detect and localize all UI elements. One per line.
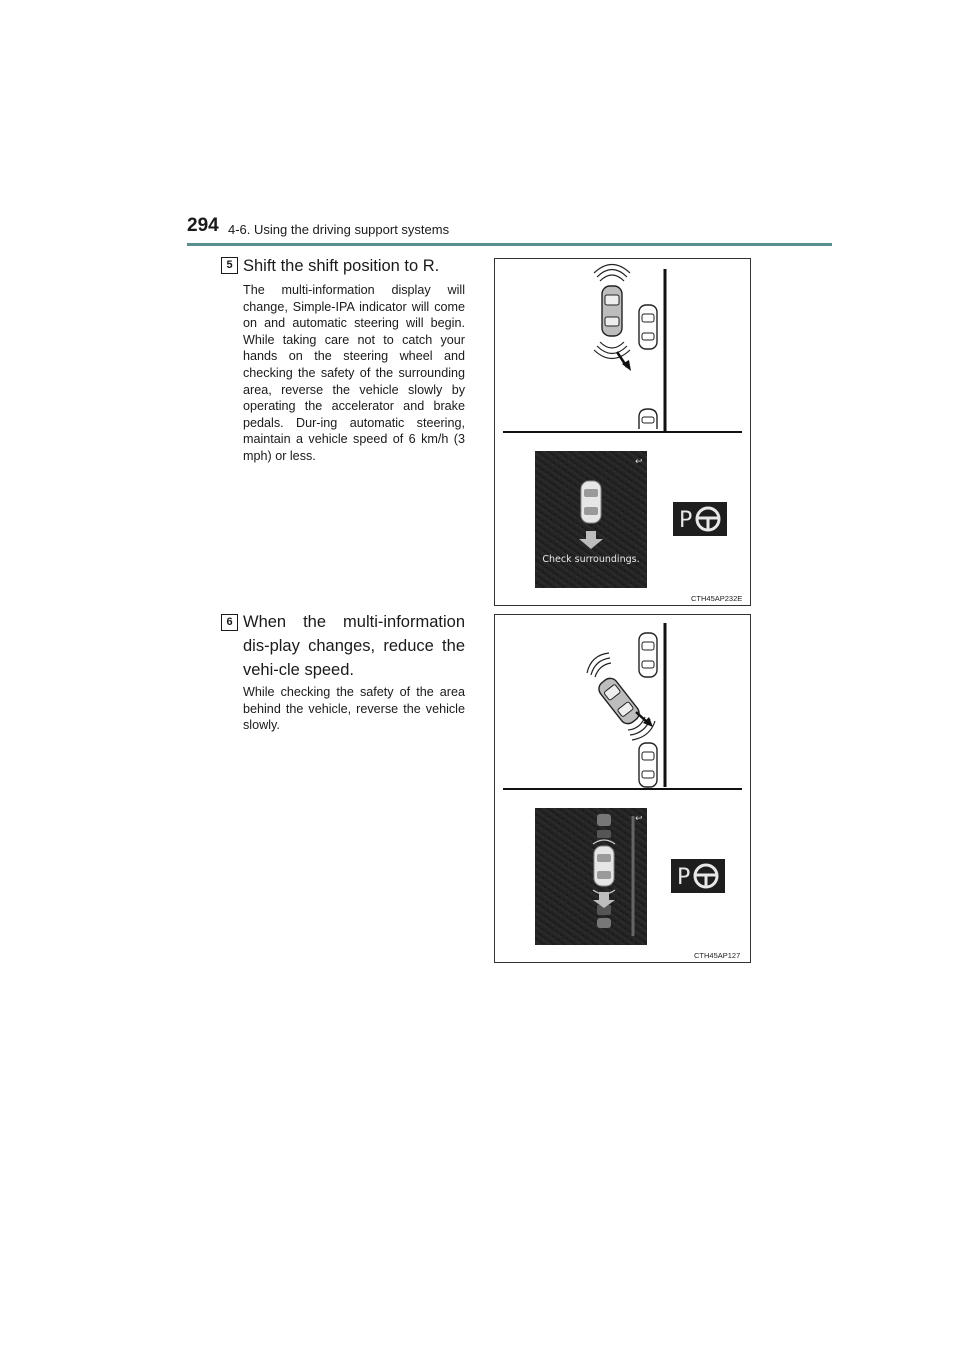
display-message: Check surroundings. bbox=[542, 554, 640, 565]
section-title: 4-6. Using the driving support systems bbox=[228, 222, 450, 237]
parked-car-icon bbox=[639, 633, 657, 677]
step-5-illustration bbox=[494, 258, 751, 606]
own-vehicle-icon bbox=[602, 286, 622, 336]
step-body-text: The multi-information display will change, Simple-IPA indicator will come on and automatic steering will begin. While taking care not to catch your hands on the steering wheel and checking the safety of the surrounding area, reverse the vehicle slowly by operating the accelerator and brake pedals. Dur-ing automatic steering, maintain a vehicle speed of 6 km/h (3 mph) or less. bbox=[243, 283, 465, 463]
parked-car-icon bbox=[639, 305, 657, 349]
simple-ipa-indicator-icon bbox=[673, 502, 727, 536]
step-heading: When the multi-information dis-play changes, reduce the vehi-cle speed. bbox=[243, 613, 465, 679]
figure-code: CTH45AP127 bbox=[694, 951, 741, 960]
svg-text:P: P bbox=[679, 508, 693, 533]
parked-car-icon bbox=[639, 743, 657, 787]
simple-ipa-indicator-icon bbox=[671, 859, 725, 893]
svg-text:P: P bbox=[677, 865, 691, 890]
header-rule bbox=[187, 243, 832, 246]
display-vehicle-icon bbox=[581, 481, 601, 523]
return-icon: ↩ bbox=[635, 814, 643, 824]
figure-code: CTH45AP232E bbox=[691, 594, 743, 603]
step-6-illustration bbox=[494, 614, 751, 963]
own-vehicle-icon bbox=[596, 675, 643, 727]
page-number: 294 bbox=[187, 215, 219, 236]
display-vehicle-icon bbox=[594, 846, 614, 886]
multi-information-display bbox=[535, 808, 647, 945]
multi-information-display bbox=[535, 451, 647, 588]
step-heading: Shift the shift position to R. bbox=[243, 257, 440, 275]
step-body-text: While checking the safety of the area behind the vehicle, reverse the vehicle slowly. bbox=[243, 685, 465, 733]
return-icon: ↩ bbox=[635, 457, 643, 467]
step-number-badge: 6 bbox=[221, 614, 238, 631]
parked-car-icon bbox=[639, 409, 657, 429]
step-number-badge: 5 bbox=[221, 257, 238, 274]
